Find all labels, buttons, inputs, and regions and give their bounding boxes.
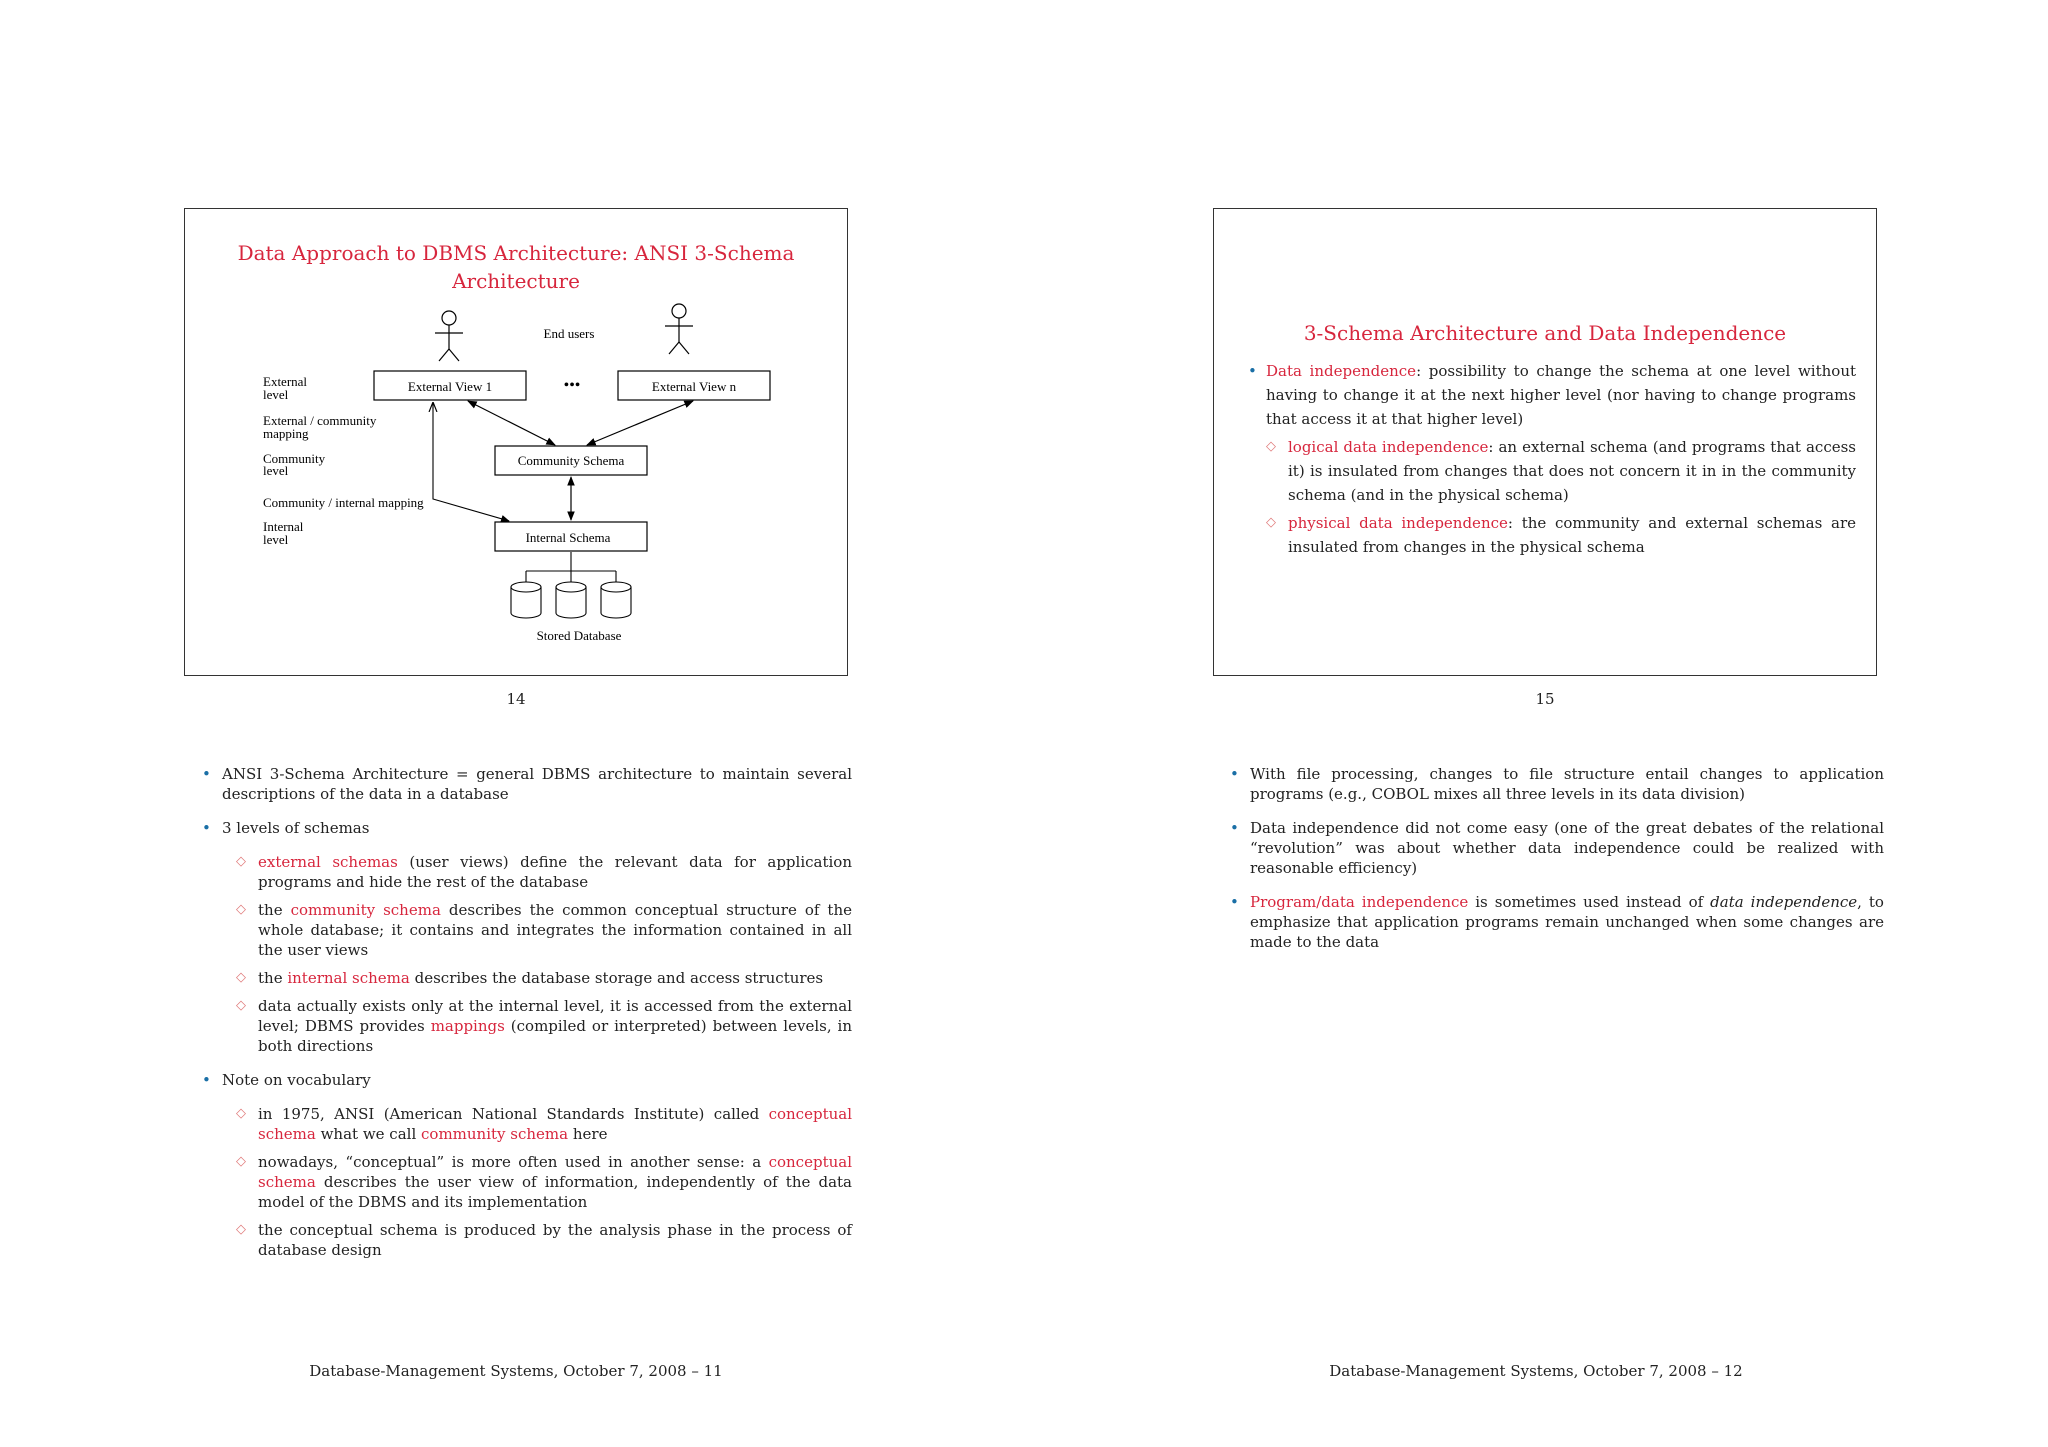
diamond-icon: ◇: [1266, 515, 1276, 530]
community-level-label-2: level: [263, 463, 289, 478]
note-text: Note on vocabulary: [222, 1071, 371, 1089]
note-sublist: [222, 1104, 852, 1260]
diamond-icon: ◇: [236, 1154, 246, 1169]
note-text: 3 levels of schemas: [222, 819, 370, 837]
term-logical-data-independence: logical data independence: [1288, 438, 1489, 456]
community-schema-label: Community Schema: [517, 453, 625, 468]
note-subitem: [200, 1152, 852, 1212]
page-footer: Database-Management Systems, October 7, 2008 – 12: [1329, 1362, 1743, 1380]
slide-15: [1213, 208, 1877, 676]
ellipsis-label: •••: [563, 377, 581, 394]
term-conceptual-schema: conceptual schema: [258, 1105, 852, 1143]
slide-bullet: [1244, 359, 1856, 431]
extn-community-arrow: [587, 401, 693, 445]
community-internal-mapping-label: Community / internal mapping: [263, 495, 424, 510]
internal-level-label: Internal: [263, 519, 304, 534]
diamond-icon: ◇: [236, 1222, 246, 1237]
term-community-schema: community schema: [290, 901, 441, 919]
external-view-1-label: External View 1: [407, 379, 493, 394]
note-subitem: [200, 900, 852, 960]
slide-14: [184, 208, 848, 676]
note-text: With file processing, changes to file structure entail changes to application programs (e.g., COBOL mixes all three levels in its data division): [1250, 765, 1884, 803]
note-text: describes the common conceptual structure of the whole database; it contains and integrates the information contained in all the user views: [258, 901, 852, 959]
note-sublist: [222, 852, 852, 1056]
stored-database-label: Stored Database: [536, 628, 622, 643]
database-cylinder-1-icon: [511, 582, 541, 618]
bullet-icon: •: [1230, 765, 1239, 783]
ext1-community-arrow: [468, 401, 555, 445]
diamond-icon: ◇: [236, 902, 246, 917]
internal-level-label-2: level: [263, 532, 289, 547]
external-view-n-label: External View n: [651, 379, 737, 394]
note-subitem: [200, 996, 852, 1056]
diamond-icon: ◇: [236, 854, 246, 869]
external-level-label: External: [263, 374, 308, 389]
diamond-icon: ◇: [236, 970, 246, 985]
slide-number: 15: [1535, 690, 1555, 708]
note-item: [1228, 818, 1884, 878]
note-text: is sometimes used instead of: [1468, 893, 1711, 911]
note-item: [200, 1070, 852, 1260]
internal-schema-label: Internal Schema: [525, 530, 611, 545]
end-user-1-icon: [435, 311, 463, 361]
note-subitem: [200, 852, 852, 892]
database-cylinder-3-icon: [601, 582, 631, 618]
note-text: , to emphasize that application programs remain unchanged when some changes are made to the data: [1250, 893, 1884, 951]
note-item: [200, 818, 852, 1056]
note-text: in 1975, ANSI (American National Standards Institute) called: [258, 1105, 769, 1123]
community-level-label: Community: [263, 451, 326, 466]
slide-bullet-list: [1244, 359, 1856, 563]
term-internal-schema: internal schema: [287, 969, 410, 987]
note-text: the: [258, 969, 288, 987]
notes-right: [1228, 764, 1884, 966]
diamond-icon: ◇: [236, 998, 246, 1013]
note-item: [200, 764, 852, 804]
note-text: what we call: [315, 1125, 422, 1143]
term-community-schema: community schema: [421, 1125, 569, 1143]
bullet-icon: •: [1230, 819, 1239, 837]
slide-text: : an external schema (and programs that access it) is insulated from changes that does not concern it in in the community schema (and in the physical schema): [1288, 438, 1856, 504]
slide-number: 14: [506, 690, 526, 708]
term-mappings: mappings: [430, 1017, 505, 1035]
external-level-label-2: level: [263, 387, 289, 402]
diamond-icon: ◇: [236, 1106, 246, 1121]
bullet-icon: •: [1248, 362, 1257, 380]
bullet-icon: •: [1230, 893, 1239, 911]
ansi-architecture-diagram: [185, 209, 849, 675]
slide-subbullet: [1244, 511, 1856, 559]
end-user-2-icon: [665, 304, 693, 354]
diamond-icon: ◇: [1266, 439, 1276, 454]
note-item: [1228, 764, 1884, 804]
slide-text: : the community and external schemas are insulated from changes in the physical schema: [1288, 514, 1856, 556]
page-right: [1024, 0, 2048, 1447]
note-item: [1228, 892, 1884, 952]
note-text: (user views) define the relevant data for application programs and hide the rest of the database: [258, 853, 852, 891]
note-text: data actually exists only at the internal level, it is accessed from the external level; DBMS provides: [258, 997, 852, 1035]
note-text: describes the user view of information, independently of the data model of the DBMS and its implementation: [258, 1173, 852, 1211]
term-external-schemas: external schemas: [258, 853, 398, 871]
note-text: nowadays, “conceptual” is more often used in another sense: a: [258, 1153, 769, 1171]
note-text: (compiled or interpreted) between levels, in both directions: [258, 1017, 852, 1055]
slide-text: : possibility to change the schema at one level without having to change it at the next higher level (nor having to change programs that access it at that higher level): [1266, 362, 1857, 428]
database-cylinder-2-icon: [556, 582, 586, 618]
note-text: the conceptual schema is produced by the analysis phase in the process of database design: [258, 1221, 852, 1259]
external-community-mapping-label-2: mapping: [263, 426, 309, 441]
bullet-icon: •: [202, 1071, 211, 1089]
notes-left: [200, 764, 852, 1274]
external-community-mapping-label: External / community: [263, 413, 377, 428]
bullet-icon: •: [202, 819, 211, 837]
note-subitem: [200, 968, 852, 988]
note-text: here: [568, 1125, 608, 1143]
page-footer: Database-Management Systems, October 7, 2008 – 11: [309, 1362, 723, 1380]
end-users-label: End users: [543, 326, 595, 341]
slide-title-line2: Architecture: [452, 269, 580, 293]
term-conceptual-schema: conceptual schema: [258, 1153, 852, 1191]
note-text: describes the database storage and access structures: [409, 969, 824, 987]
note-text: the: [258, 901, 291, 919]
database-connector: [526, 552, 616, 583]
slide-title-line1: Data Approach to DBMS Architecture: ANSI 3-Schema: [237, 241, 795, 265]
note-text: ANSI 3-Schema Architecture = general DBMS architecture to maintain several descriptions of the data in a database: [222, 765, 852, 803]
slide-subbullet: [1244, 435, 1856, 507]
note-subitem: [200, 1220, 852, 1260]
bullet-icon: •: [202, 765, 211, 783]
slide-title: 3-Schema Architecture and Data Independence: [1303, 321, 1787, 345]
note-subitem: [200, 1104, 852, 1144]
term-program-data-independence: Program/data independence: [1250, 893, 1469, 911]
italic-term: data independence: [1710, 893, 1858, 911]
note-text: Data independence did not come easy (one of the great debates of the relational “revolution” was about whether data independence could be realized with reasonable efficiency): [1250, 819, 1884, 877]
term-physical-data-independence: physical data independence: [1288, 514, 1508, 532]
term-data-independence: Data independence: [1266, 362, 1417, 380]
